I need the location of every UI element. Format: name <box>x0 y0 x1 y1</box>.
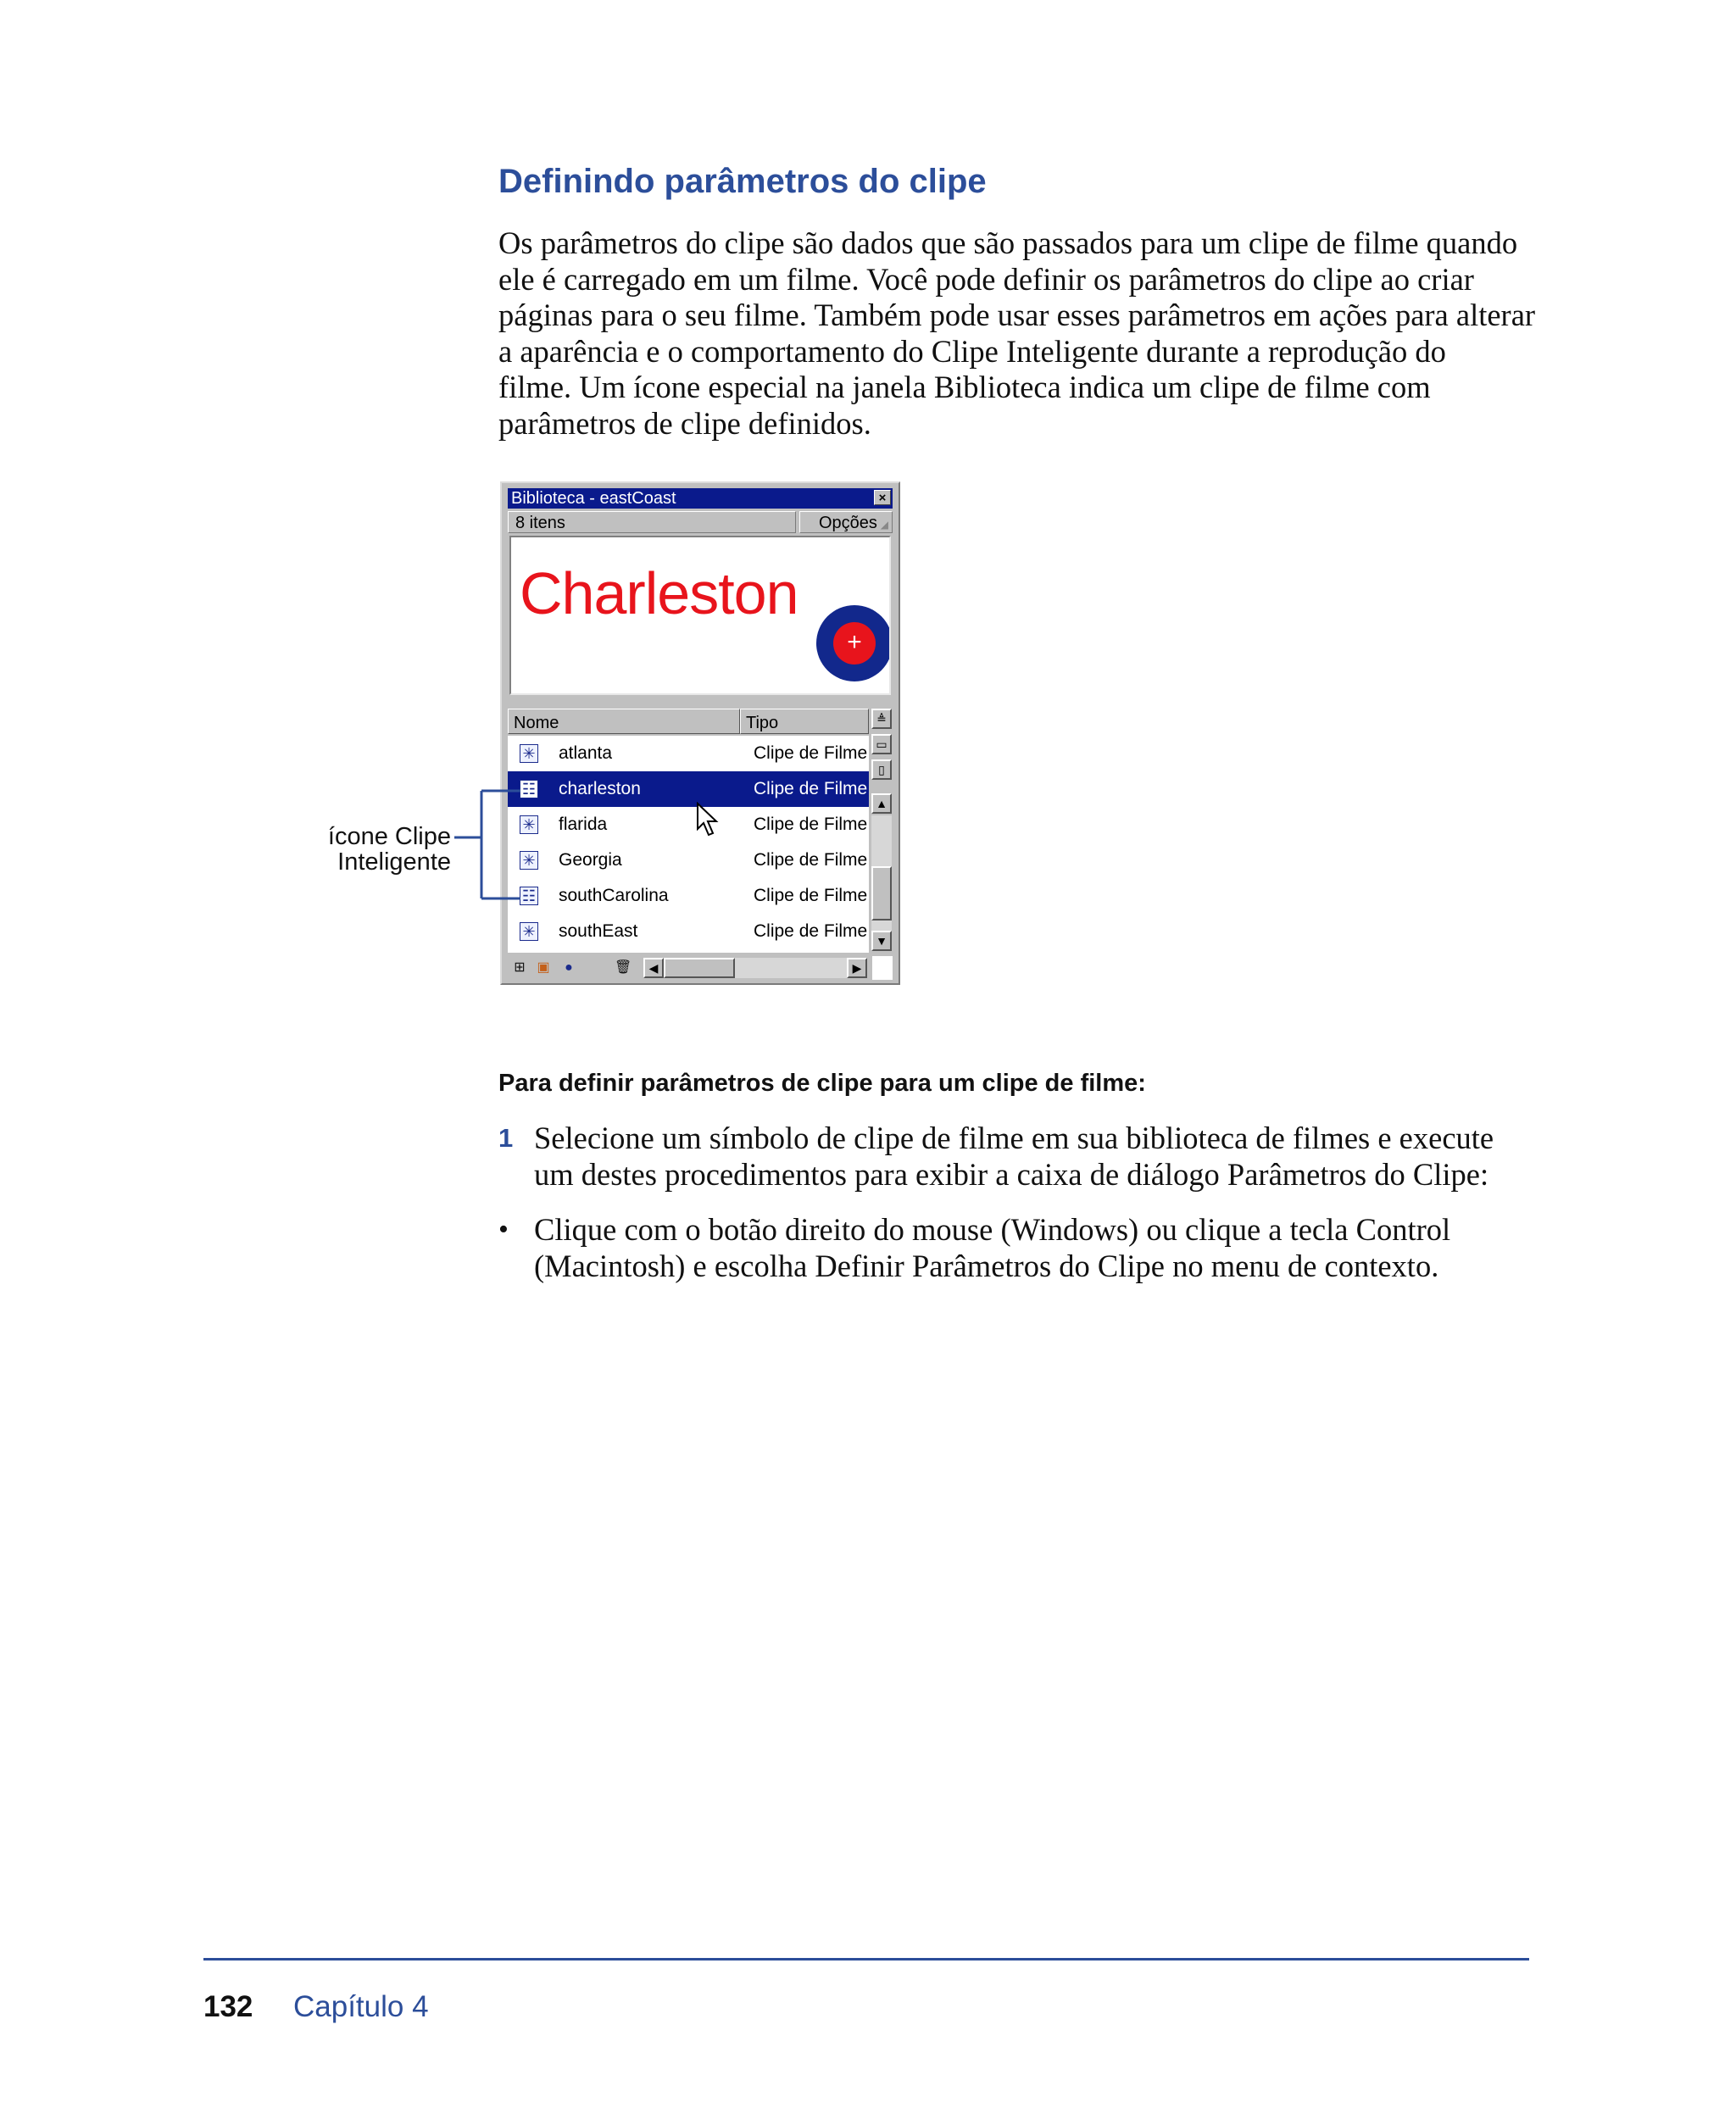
preview-text: Charleston <box>520 560 798 626</box>
item-type: Clipe de Filme <box>754 743 868 763</box>
paragraph-line: ele é carregado em um filme. Você pode definir os parâmetros do clipe ao criar <box>498 261 1474 297</box>
library-window <box>500 481 900 985</box>
scroll-up-icon[interactable]: ▲ <box>871 793 892 814</box>
item-type: Clipe de Filme <box>754 850 868 870</box>
column-name-header[interactable]: Nome <box>508 709 740 734</box>
library-title: Biblioteca - eastCoast <box>511 489 676 508</box>
column-type-header[interactable]: Tipo <box>740 709 869 734</box>
paragraph-line: Os parâmetros do clipe são dados que são passados para um clipe de filme quando <box>498 225 1518 260</box>
paragraph-line: a aparência e o comportamento do Clipe Inteligente durante a reprodução do <box>498 333 1446 369</box>
movie-clip-icon: ✳ <box>520 815 538 834</box>
list-item[interactable] <box>508 807 869 843</box>
new-folder-icon[interactable]: ▣ <box>537 960 550 975</box>
step-number: 1 <box>498 1123 514 1153</box>
target-graphic <box>816 605 891 681</box>
symbol-preview <box>509 536 891 695</box>
vertical-scrollbar[interactable] <box>871 709 893 953</box>
step-line: Selecione um símbolo de clipe de filme em sua biblioteca de filmes e execute <box>534 1121 1494 1155</box>
list-item[interactable] <box>508 914 869 949</box>
movie-clip-icon: ✳ <box>520 851 538 870</box>
list-item[interactable] <box>508 771 869 807</box>
crosshair-icon: + <box>833 622 876 665</box>
options-label: Opções <box>819 514 877 532</box>
library-bottom-bar <box>508 956 869 980</box>
paragraph-line: parâmetros de clipe definidos. <box>498 405 871 441</box>
sort-order-icon[interactable]: ≜ <box>871 709 892 729</box>
callout-line: ícone Clipe <box>327 823 451 850</box>
callout-line: Inteligente <box>337 848 451 876</box>
library-titlebar[interactable] <box>508 488 893 509</box>
page-number: 132 <box>203 1990 253 2023</box>
scroll-right-icon[interactable]: ▶ <box>847 958 867 978</box>
scroll-thumb[interactable] <box>664 958 735 978</box>
narrow-state-icon[interactable]: ▯ <box>871 759 892 780</box>
step-line: um destes procedimentos para exibir a caixa de diálogo Parâmetros do Clipe: <box>534 1156 1489 1192</box>
section-heading: Definindo parâmetros do clipe <box>498 163 987 200</box>
resize-corner <box>872 956 893 980</box>
smart-clip-icon: ☷ <box>520 887 538 905</box>
bullet-line: (Macintosh) e escolha Definir Parâmetros do Clipe no menu de contexto. <box>534 1248 1439 1283</box>
scroll-thumb[interactable] <box>871 866 892 920</box>
section-paragraph <box>498 225 1541 442</box>
scroll-down-icon[interactable]: ▼ <box>871 931 892 951</box>
bullet-text <box>534 1212 1450 1284</box>
paragraph-line: filme. Um ícone especial na janela Biblioteca indica um clipe de filme com <box>498 370 1431 404</box>
footer-divider <box>203 1958 1529 1960</box>
procedure-heading: Para definir parâmetros de clipe para um clipe de filme: <box>498 1070 1146 1097</box>
scroll-left-icon[interactable]: ◀ <box>643 958 664 978</box>
wide-state-icon[interactable]: ▭ <box>871 734 892 754</box>
smart-clip-callout <box>314 824 451 875</box>
paragraph-line: páginas para o seu filme. Também pode usar esses parâmetros em ações para alterar <box>498 298 1536 332</box>
properties-icon[interactable]: ● <box>565 960 573 975</box>
item-name: flarida <box>559 815 608 834</box>
item-type: Clipe de Filme <box>754 815 868 834</box>
movie-clip-icon: ✳ <box>520 922 538 941</box>
library-toolbar <box>508 511 893 533</box>
list-item[interactable] <box>508 878 869 914</box>
bullet-line: Clique com o botão direito do mouse (Windows) ou clique a tecla Control <box>534 1212 1451 1247</box>
list-item[interactable] <box>508 736 869 771</box>
list-header <box>508 709 869 734</box>
delete-icon[interactable]: 🗑 <box>615 960 632 975</box>
close-icon[interactable]: × <box>874 490 891 505</box>
symbol-list <box>508 736 869 953</box>
horizontal-scrollbar[interactable] <box>643 958 867 978</box>
item-type: Clipe de Filme <box>754 921 868 941</box>
new-symbol-icon[interactable]: ⊞ <box>514 960 526 975</box>
resize-triangle-icon: ◢ <box>880 519 888 531</box>
step-text <box>534 1121 1494 1193</box>
item-name: southCarolina <box>559 886 669 905</box>
movie-clip-icon: ✳ <box>520 744 538 763</box>
smart-clip-icon: ☷ <box>520 780 538 798</box>
list-item[interactable] <box>508 843 869 878</box>
item-count: 8 itens <box>508 511 796 533</box>
item-name: Georgia <box>559 850 622 870</box>
bullet-icon: • <box>498 1214 509 1245</box>
item-name: atlanta <box>559 743 613 763</box>
item-type: Clipe de Filme <box>754 779 868 798</box>
options-menu-button[interactable] <box>799 511 893 533</box>
item-name: southEast <box>559 921 638 941</box>
item-type: Clipe de Filme <box>754 886 868 905</box>
chapter-label: Capítulo 4 <box>293 1990 429 2023</box>
item-name: charleston <box>559 779 641 798</box>
